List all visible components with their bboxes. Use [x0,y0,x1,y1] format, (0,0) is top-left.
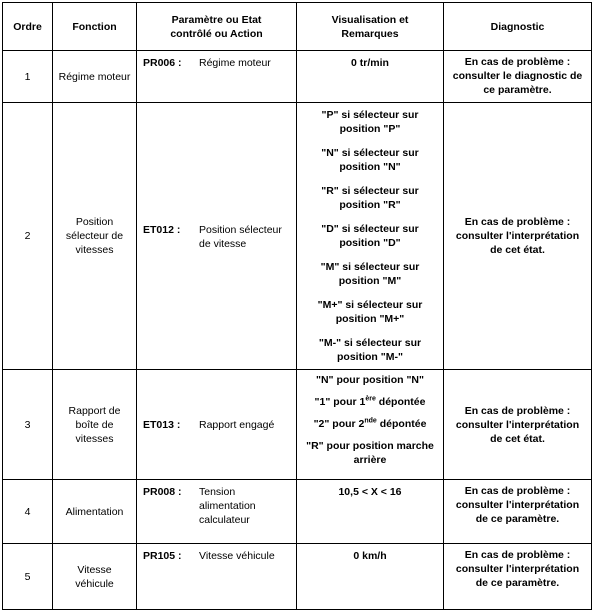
visu-line: 10,5 < X < 16 [338,486,402,498]
param-code: ET013 : [143,419,181,431]
param-code: PR008 : [143,486,182,498]
cell-parametre [137,103,297,370]
visu-line: 0 km/h [353,550,387,562]
header-visualisation: Visualisation et Remarques [297,3,444,51]
table-row [3,103,592,370]
cell-diagnostic: En cas de problème : consulter l'interprétation de ce paramètre. [444,480,592,544]
visu-line: "M-" si sélecteur sur position "M-" [318,337,422,363]
cell-fonction: Régime moteur [53,51,137,103]
visu-line: "M+" si sélecteur sur position "M+" [317,299,423,325]
visu-line: "M" si sélecteur sur position "M" [320,261,420,287]
param-label: Vitesse véhicule [199,550,275,562]
header-row [3,3,592,51]
visu-line: "N" si sélecteur sur position "N" [321,147,419,173]
cell-fonction: Position sélecteur de vitesses [53,103,137,370]
param-label: Tension alimentation calculateur [199,486,256,526]
cell-ordre: 3 [3,370,53,480]
diagnostic-table [2,2,592,610]
param-label: Position sélecteur de vitesse [199,223,282,250]
cell-visualisation [297,103,444,370]
header-parametre: Paramètre ou Etat contrôlé ou Action [137,3,297,51]
table-row [3,370,592,480]
header-ordre: Ordre [3,3,53,51]
param-code: PR105 : [143,550,182,562]
visu-line: "R" pour position marche arrière [306,440,434,466]
cell-parametre [137,51,297,103]
cell-visualisation [297,51,444,103]
cell-ordre: 2 [3,103,53,370]
header-diagnostic: Diagnostic [444,3,592,51]
visu-line: "2" pour 2nde dépontée [313,417,427,430]
table-row [3,544,592,610]
visu-line: 0 tr/min [351,57,389,69]
param-label: Régime moteur [199,57,271,69]
cell-parametre [137,370,297,480]
table-row [3,51,592,103]
visu-line: "1" pour 1ère dépontée [314,395,426,408]
visu-line: "P" si sélecteur sur position "P" [321,109,419,135]
param-label: Rapport engagé [199,419,275,431]
cell-fonction: Vitesse véhicule [53,544,137,610]
cell-diagnostic: En cas de problème : consulter l'interprétation de ce paramètre. [444,544,592,610]
visu-line: "N" pour position "N" [316,374,424,386]
cell-parametre [137,544,297,610]
cell-diagnostic: En cas de problème : consulter le diagnostic de ce paramètre. [444,51,592,103]
visu-line: "R" si sélecteur sur position "R" [321,185,419,211]
visu-line: "D" si sélecteur sur position "D" [321,223,419,249]
cell-visualisation [297,544,444,610]
cell-diagnostic: En cas de problème : consulter l'interprétation de cet état. [444,370,592,480]
cell-visualisation [297,370,444,480]
param-code: PR006 : [143,57,182,69]
table-row [3,480,592,544]
param-code: ET012 : [143,223,181,236]
cell-fonction: Rapport de boîte de vitesses [53,370,137,480]
cell-diagnostic: En cas de problème : consulter l'interprétation de cet état. [444,103,592,370]
cell-ordre: 1 [3,51,53,103]
header-fonction: Fonction [53,3,137,51]
cell-ordre: 5 [3,544,53,610]
cell-ordre: 4 [3,480,53,544]
cell-visualisation [297,480,444,544]
cell-parametre [137,480,297,544]
cell-fonction: Alimentation [53,480,137,544]
